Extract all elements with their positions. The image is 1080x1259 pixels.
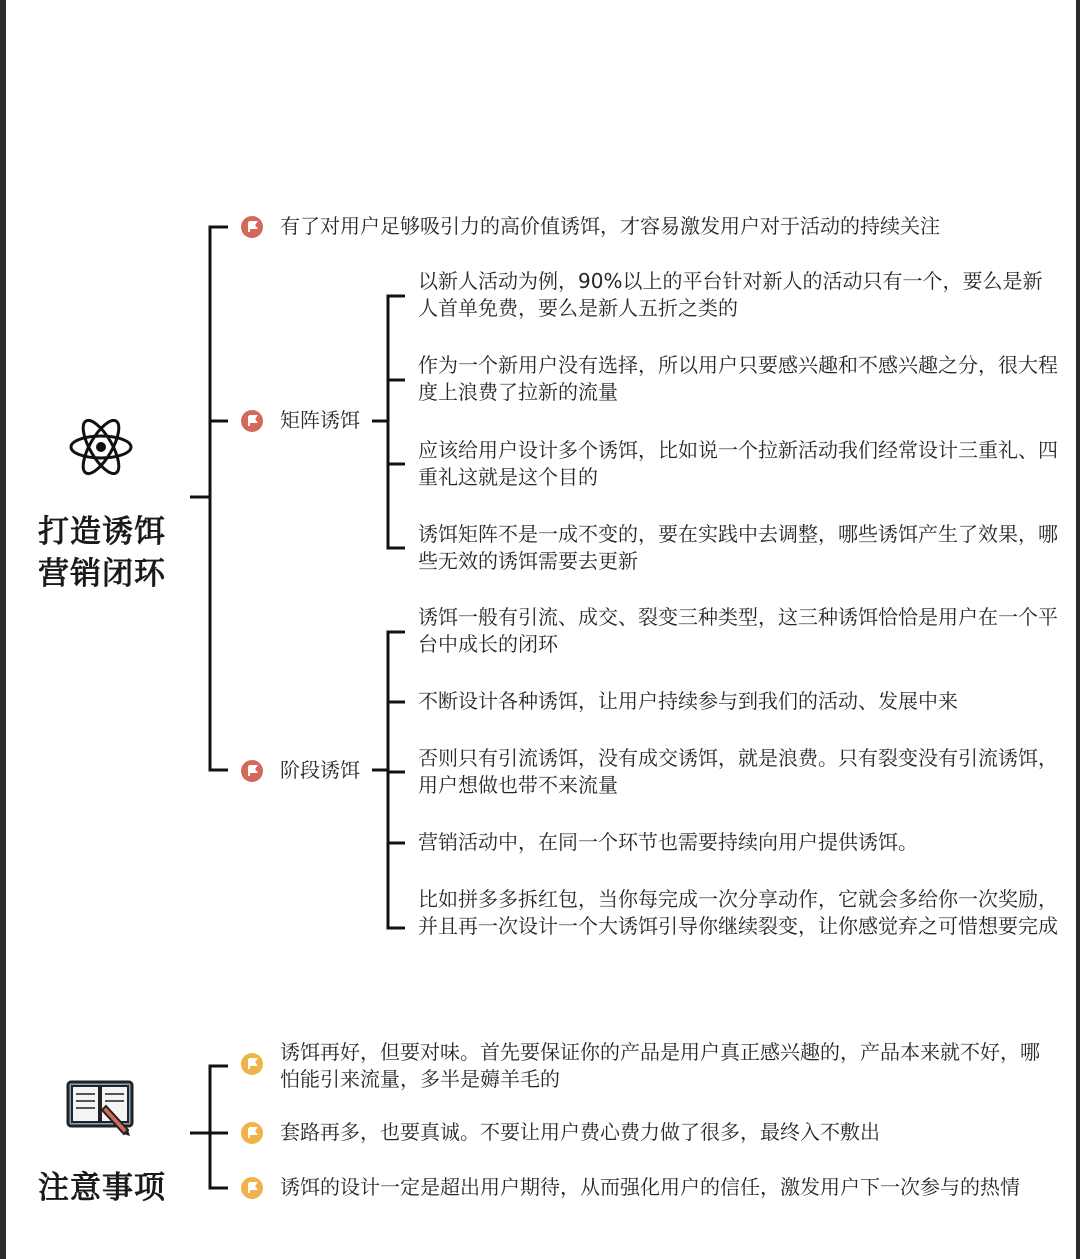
matrix-label: 矩阵诱饵 [280,408,360,432]
stage-item: 营销活动中，在同一个环节也需要持续向用户提供诱饵。 [418,830,918,854]
flag-icon [241,410,263,432]
note-item: 诱饵再好，但要对味。首先要保证你的产品是用户真正感兴趣的，产品本来就不好，哪怕能引来流量，多半是薅羊毛的 [280,1040,1040,1091]
matrix-item: 诱饵矩阵不是一成不变的，要在实践中去调整，哪些诱饵产生了效果，哪些无效的诱饵需要去更新 [418,522,1058,573]
flag-icon [241,760,263,782]
open-book-icon [66,1074,138,1144]
stage-label: 阶段诱饵 [280,758,360,782]
note-item: 诱饵的设计一定是超出用户期待，从而强化用户的信任，激发用户下一次参与的热情 [280,1175,1020,1199]
section1-title-line1: 打造诱饵 [38,514,166,550]
matrix-item: 应该给用户设计多个诱饵，比如说一个拉新活动我们经常设计三重礼、四重礼这就是这个目的 [418,438,1058,489]
matrix-item: 以新人活动为例，90%以上的平台针对新人的活动只有一个，要么是新人首单免费，要么是新人五折之类的 [418,269,1043,320]
stage-item: 比如拼多多拆红包，当你每完成一次分享动作，它就会多给你一次奖励，并且再一次设计一个大诱饵引导你继续裂变，让你感觉弃之可惜想要完成 [418,887,1058,938]
stage-item: 诱饵一般有引流、成交、裂变三种类型，这三种诱饵恰恰是用户在一个平台中成长的闭环 [418,605,1058,656]
atom-icon [68,414,134,484]
flag-icon [241,1053,263,1075]
section1-title-line2: 营销闭环 [38,556,166,592]
flag-icon [241,216,263,238]
stage-item: 否则只有引流诱饵，没有成交诱饵，就是浪费。只有裂变没有引流诱饵，用户想做也带不来流量 [418,746,1058,797]
flag-icon [241,1177,263,1199]
matrix-item: 作为一个新用户没有选择，所以用户只要感兴趣和不感兴趣之分，很大程度上浪费了拉新的流量 [418,353,1058,404]
stage-item: 不断设计各种诱饵，让用户持续参与到我们的活动、发展中来 [418,689,958,713]
section2-title: 注意事项 [38,1170,166,1206]
flag-icon [241,1122,263,1144]
note-item: 套路再多，也要真诚。不要让用户费心费力做了很多，最终入不敷出 [280,1120,880,1144]
intro-text: 有了对用户足够吸引力的高价值诱饵，才容易激发用户对于活动的持续关注 [280,214,940,238]
